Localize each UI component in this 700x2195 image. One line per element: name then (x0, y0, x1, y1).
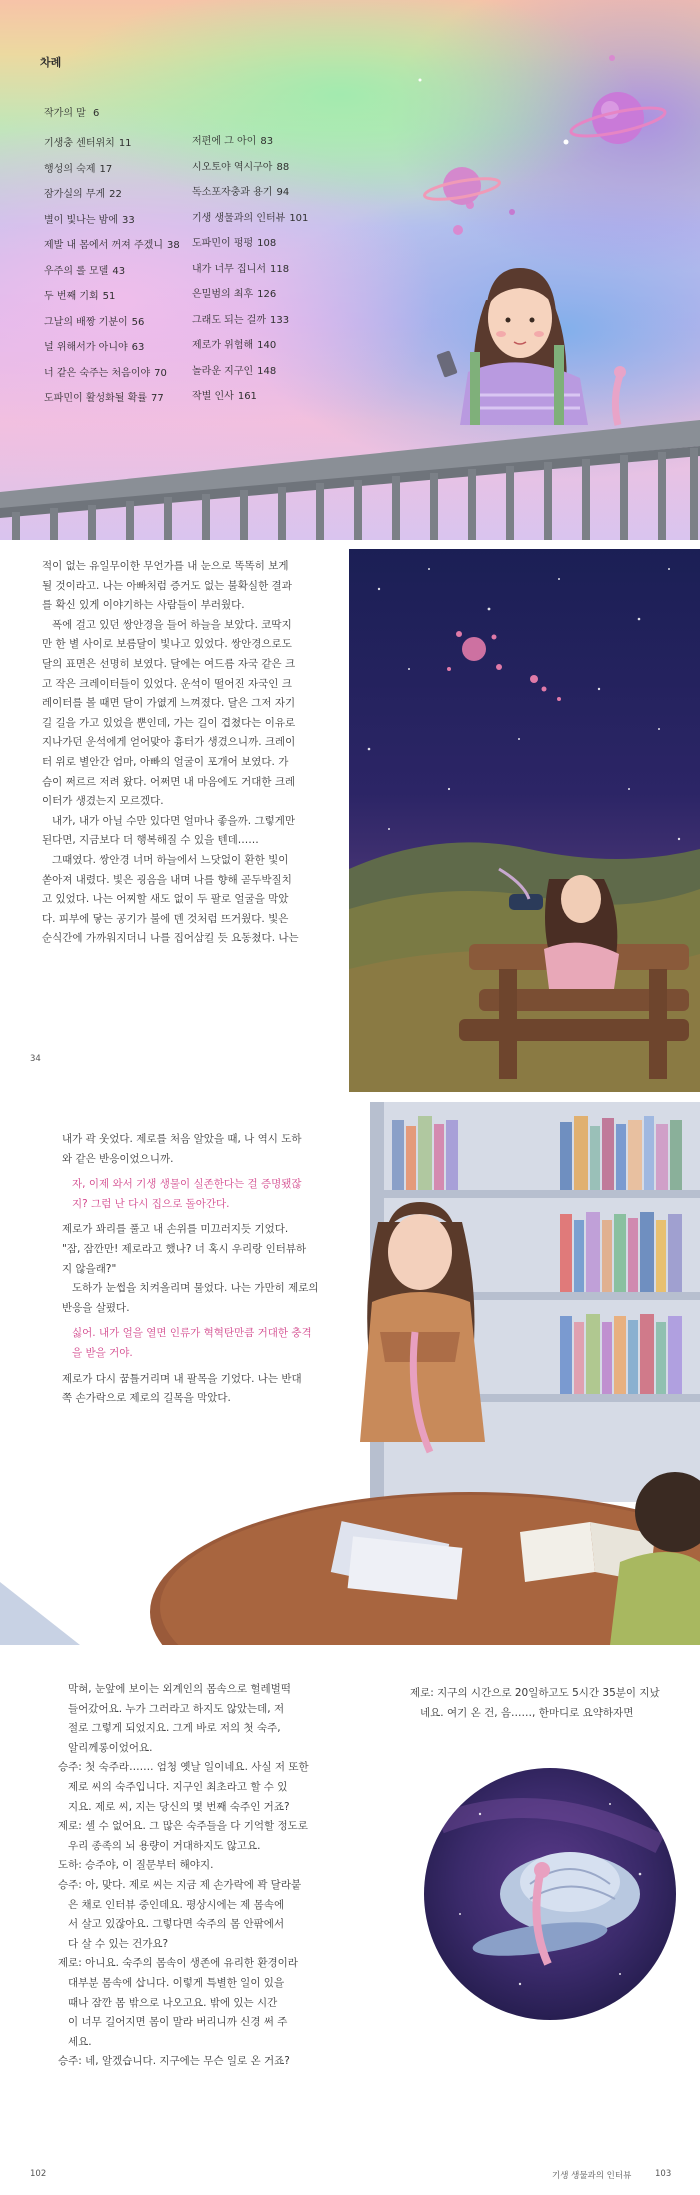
toc-entry[interactable]: 제로가 위험해 140 (192, 340, 277, 351)
toc-entry[interactable]: 기생충 센터위치 11 (44, 138, 132, 149)
toc-entry[interactable]: 그날의 배짱 기분이 56 (44, 316, 145, 328)
spaceship-illustration (420, 1764, 680, 2024)
toc-entry[interactable]: 너 같은 숙주는 처음이야 70 (44, 367, 167, 379)
interview-spread (0, 1654, 700, 2195)
toc-entry[interactable]: 내가 너무 집니서 118 (192, 263, 290, 275)
toc-intro-title: 작가의 말 (44, 108, 86, 119)
interview-right-text: 제로: 지구의 시간으로 20일하고도 5시간 35분이 지났 네요. 여기 온 건, 음……, 한마디로 요약하자면 (410, 1687, 660, 1719)
toc-intro (44, 104, 99, 119)
dialogue-text (62, 1130, 342, 1409)
zero-speech-2: 싫어. 내가 얼을 열면 인류가 혁혁탄만큼 거대한 충격 을 받을 거야. (72, 1327, 312, 1359)
page-number-102: 102 (30, 2169, 47, 2179)
page-number-34: 34 (30, 1054, 41, 1064)
page-number-103: 103 (655, 2169, 672, 2179)
interview-left-text: 막혀, 눈앞에 보이는 외계인의 몸속으로 헐레벌떡 들어갔어요. 누가 그러라고 하지도 않았는데, 저 절로 그렇게 되었지요. 그게 바로 저의 첫 숙주, 알리께롱이었어요. 승주: 첫 숙주라……. 엄청 옛날 일이네요. 사실 저 또한 제로 씨의 숙주입니다. 지구인 최초라고 할 수 있 지요. 제로 씨, 지는 당신의 몇 번째 숙주인 거죠? 제로: 셀 수 없어요. 그 많은 숙주들을 다 기억할 정도로 우리 종족의 뇌 용량이 거대하지도 않고요. 도하: 승주야, 이 질문부터 해야지. 승주: 아, 맞다. 제로 씨는 지금 제 손가락에 꽉 달라붙 은 채로 인터뷰 중인데요. 평상시에는 제 몸속에 서 살고 있잖아요. 그렇다면 숙주의 몸 안팎에서 다 살 수 있는 건가요? 제로: 아니요. 숙주의 몸속이 생존에 유리한 환경이라 대부분 몸속에 삽니다. 이렇게 특별한 일이 있을 때나 잠깐 몸 밖으로 나오고요. 밖에 있는 시간 이 너무 길어지면 몸이 말라 버리니까 신경 써 주 세요. 승주: 네, 알겠습니다. 지구에는 무슨 일로 온 거죠? (58, 1683, 309, 2068)
running-title: 기생 생물과의 인터뷰 (552, 2171, 632, 2181)
bridge-railing (0, 420, 700, 540)
toc-entry[interactable]: 잠가실의 무게 22 (44, 189, 122, 200)
toc-entry[interactable]: 도파민이 펑펑 108 (192, 238, 277, 249)
toc-column-left (44, 131, 180, 412)
toc-entry[interactable]: 제발 내 몸에서 꺼져 주겠니 38 (44, 240, 180, 251)
toc-entry[interactable]: 별이 빛나는 밤에 33 (44, 214, 135, 226)
story-page-library (0, 1102, 700, 1645)
zero-speech-1: 자, 이제 와서 기생 생물이 실존한다는 걸 증명됐잖 지? 그럼 난 다시 집으로 돌아간다. (72, 1178, 302, 1210)
books-row-3 (560, 1314, 682, 1394)
narration-2: 제로가 꽈리를 풀고 내 손위를 미끄러지듯 기었다. "잠, 잠깐만! 제로라고 했나? 너 혹시 우리랑 인터뷰하 지 않을래?" 도하가 눈썹을 치켜올리며 물었다. 나는 가만히 제로의 반응을 살폈다. (62, 1223, 319, 1314)
books-row-2 (560, 1212, 682, 1292)
toc-entry[interactable]: 시오토야 역시구아 88 (192, 161, 290, 173)
toc-entry[interactable]: 독소포자충과 용기 94 (192, 187, 290, 198)
toc-entry[interactable]: 그래도 되는 걸까 133 (192, 314, 290, 326)
toc-heading: 차례 (40, 56, 62, 69)
toc-column-right (192, 129, 308, 410)
toc-intro-page: 6 (93, 108, 100, 119)
narration-1: 내가 곽 웃었다. 제로를 처음 알았을 때, 나 역시 도하 와 같은 반응이었으니까. (62, 1133, 302, 1165)
ringed-planet-large (569, 92, 667, 144)
toc-entry[interactable]: 도파민이 활성화될 확률 77 (44, 393, 164, 404)
narration-3: 제로가 다시 꿈틀거리며 내 팔목을 기었다. 나는 반대 쪽 손가락으로 제로의 길목을 막았다. (62, 1372, 302, 1405)
night-sky-illustration (349, 549, 700, 1092)
girl-illustration (436, 268, 626, 425)
toc-entry[interactable]: 우주의 롤 모델 43 (44, 265, 126, 277)
toc-entry[interactable]: 저편에 그 아이 83 (192, 136, 274, 147)
page-34-body: 적이 없는 유일무이한 무언가를 내 눈으로 똑똑히 보게 될 것이라고. 나는 아빠처럼 증거도 없는 불확실한 결과 를 확신 있게 이야기하는 사람들이 부러웠다. 폭에 걸고 있던 쌍안경을 들어 하늘을 보았다. 코딱지 만 한 별 사이로 보름달이 빛나고 있었다. 쌍안경으로도 달의 표면은 선명히 보였다. 달에는 여드름 자국 같은 크 고 작은 크레이터들이 있었다. 운석이 떨어진 자국인 크 레이터를 볼 때면 달이 가엾게 느껴졌다. 달은 그저 자기 길 길을 가고 있었을 뿐인데, 가는 길이 겹쳤다는 이유로 지나가던 운석에게 얻어맞아 흉터가 생겼으니까. 크레이 터 위로 별안간 엄마, 아빠의 얼굴이 포개어 보였다. 가 슴이 쩌르르 저려 왔다. 어쩌면 내 마음에도 거대한 크레 이터가 생겼는지 모르겠다. 내가, 내가 아닐 수만 있다면 얼마나 좋을까. 그렇게만 된다면, 지금보다 더 행복해질 수 있을 텐데…… 그때였다. 쌍안경 너머 하늘에서 느닷없이 환한 빛이 쏟아져 내렸다. 빛은 굉음을 내며 나를 향해 곧두박질치 고 있었다. 나는 어찌할 새도 없이 두 팔로 얼굴을 막았 다. 피부에 닿는 공기가 불에 덴 것처럼 뜨거웠다. 빛은 순식간에 가까워지더니 나를 집어삼킬 듯 요동쳤다. 나는 (42, 560, 299, 945)
toc-page (0, 0, 700, 540)
toc-entry[interactable]: 널 위해서가 아니야 63 (44, 342, 145, 353)
toc-entry[interactable]: 작별 인사 161 (192, 391, 257, 402)
toc-entry[interactable]: 행성의 숙제 17 (44, 163, 113, 175)
toc-entry[interactable]: 놀라운 지구인 148 (192, 365, 277, 377)
toc-entry[interactable]: 기생 생물과의 인터뷰 101 (192, 212, 309, 224)
toc-entry[interactable]: 은밀범의 최후 126 (192, 289, 277, 300)
ringed-planet-small (423, 167, 501, 205)
toc-entry[interactable]: 두 번째 기회 51 (44, 291, 116, 302)
story-page-34 (0, 549, 700, 1092)
